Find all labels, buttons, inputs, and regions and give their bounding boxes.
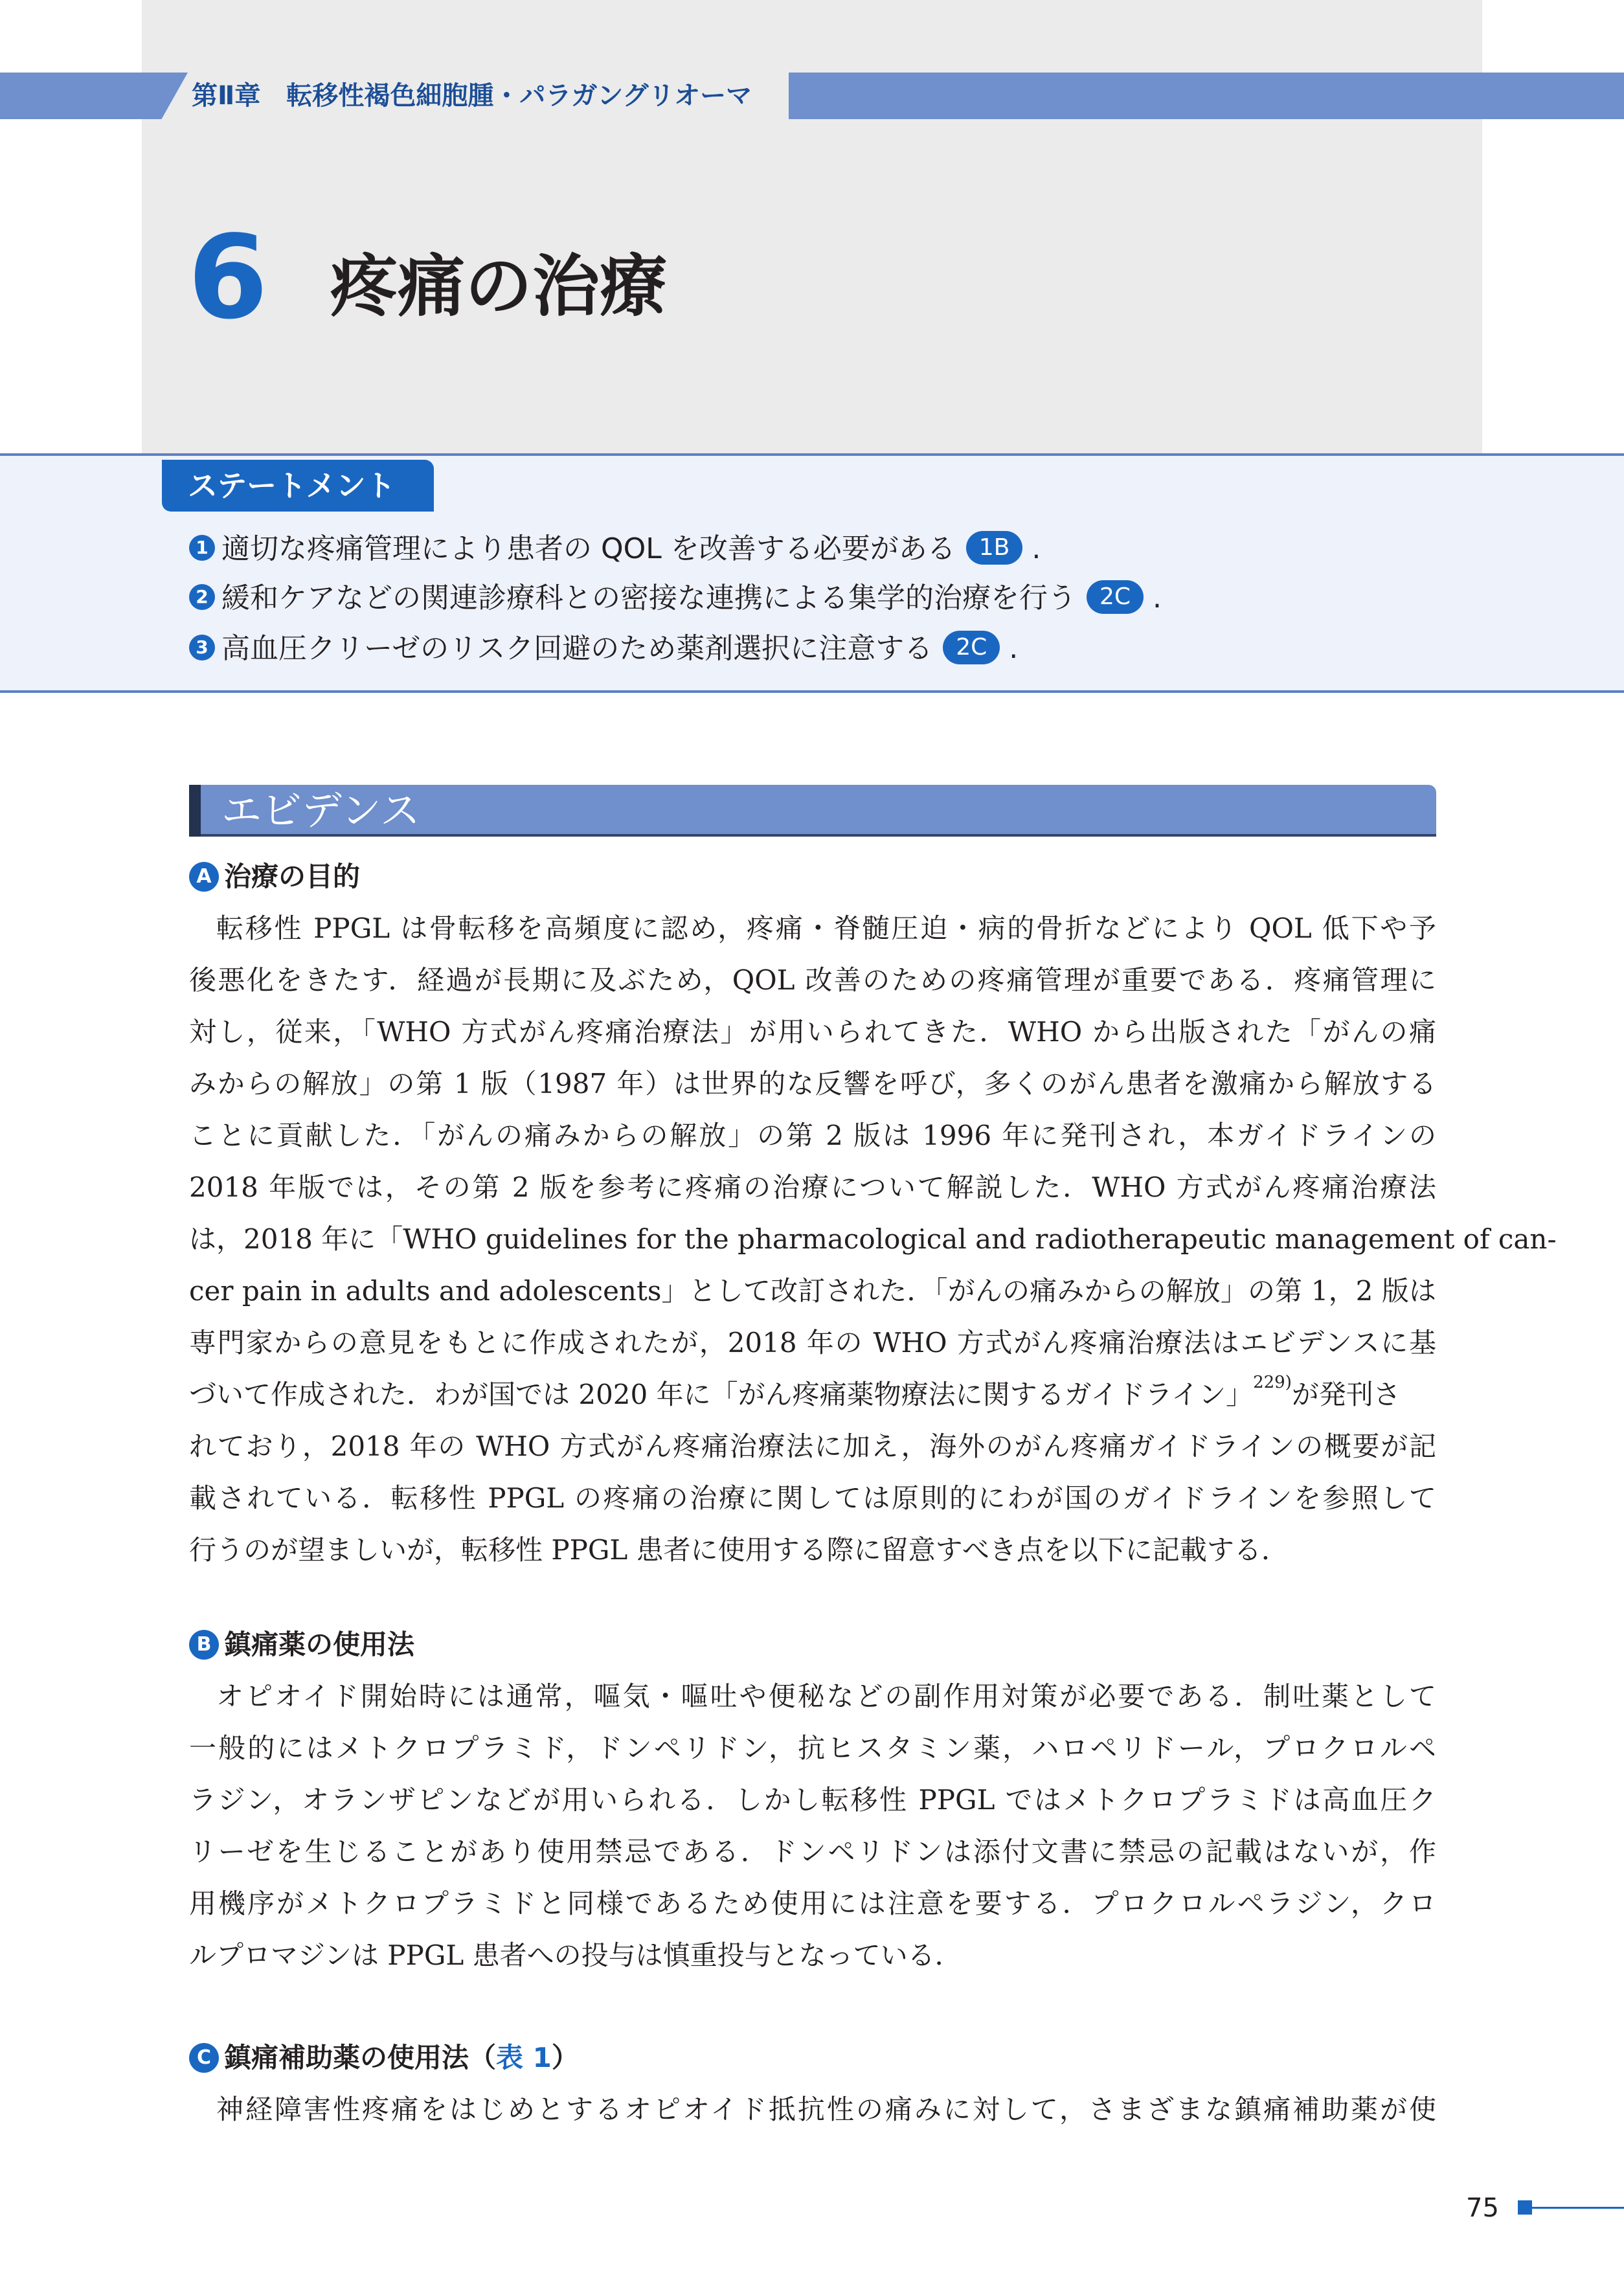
paragraph-line: 後悪化をきたす．経過が長期に及ぶため，QOL 改善のための疼痛管理が重要である．疼痛管理に — [189, 964, 1436, 996]
grade-badge: 2C — [943, 631, 1000, 664]
paragraph-line: 対し，従来，「WHO 方式がん疼痛治療法」が用いられてきた．WHO から出版された「がんの痛 — [189, 1016, 1436, 1048]
subsection-title: 鎮痛薬の使用法 — [224, 1629, 415, 1660]
paragraph-line: オピオイド開始時には通常，嘔気・嘔吐や便秘などの副作用対策が必要である．制吐薬として — [216, 1680, 1436, 1712]
paragraph-line: は，2018 年に「WHO guidelines for the pharmacological and radiotherapeutic management of can- — [189, 1223, 1557, 1255]
grade-badge: 2C — [1087, 580, 1144, 614]
paragraph-line: 専門家からの意見をもとに作成されたが，2018 年の WHO 方式がん疼痛治療法はエビデンスに基 — [189, 1327, 1436, 1359]
subsection-heading-a — [189, 856, 360, 897]
paragraph-line: 載されている．転移性 PPGL の疼痛の治療に関しては原則的にわが国のガイドラインを参照して — [189, 1482, 1436, 1514]
subsection-paren-close: ） — [551, 2042, 579, 2073]
evidence-heading: エビデンス — [221, 787, 420, 834]
table-reference-link[interactable]: 表 1 — [496, 2042, 552, 2073]
page-number: 75 — [1466, 2193, 1499, 2223]
paragraph-line: cer pain in adults and adolescents」として改訂された．「がんの痛みからの解放」の第 1，2 版は — [189, 1275, 1436, 1307]
subsection-letter-badge: B — [189, 1630, 219, 1660]
subsection-title: 鎮痛補助薬の使用法 — [224, 2042, 469, 2073]
paragraph-line: ルプロマジンは PPGL 患者への投与は慎重投与となっている． — [189, 1939, 962, 1971]
statement-item-1 — [189, 526, 1041, 572]
chapter-band-left — [0, 73, 188, 119]
evidence-heading-accent — [189, 785, 201, 837]
paragraph-line: 2018 年版では，その第 2 版を参考に疼痛の治療について解説した．WHO 方式がん疼痛治療法 — [189, 1171, 1436, 1203]
grade-badge: 1B — [966, 531, 1023, 565]
paragraph-text: づいて作成された．わが国では 2020 年に「がん疼痛薬物療法に関するガイドライン」 — [189, 1379, 1254, 1410]
statement-item-2 — [189, 575, 1162, 622]
paragraph-line: ことに貢献した．「がんの痛みからの解放」の第 2 版は 1996 年に発刊され，本ガイドラインの — [189, 1120, 1436, 1151]
statement-number-badge: 2 — [189, 584, 215, 610]
subsection-letter-badge: C — [189, 2043, 219, 2073]
section-title: 疼痛の治療 — [330, 247, 668, 326]
paragraph-line: 神経障害性疼痛をはじめとするオピオイド抵抗性の痛みに対して，さまざまな鎮痛補助薬が使 — [216, 2094, 1436, 2125]
statement-number-badge: 3 — [189, 635, 215, 660]
statement-text: 緩和ケアなどの関連診療科との密接な連携による集学的治療を行う — [221, 581, 1076, 615]
statement-period: . — [1009, 632, 1019, 665]
paragraph-line: リーゼを生じることがあり使用禁忌である．ドンペリドンは添付文書に禁忌の記載はないが，作 — [189, 1836, 1436, 1868]
chapter-title: 第Ⅱ章 転移性褐色細胞腫・パラガングリオーマ — [192, 81, 752, 111]
paragraph-line: みからの解放」の第 1 版（1987 年）は世界的な反響を呼び，多くのがん患者を激痛から解放する — [189, 1068, 1436, 1100]
citation-reference: 229) — [1253, 1373, 1292, 1392]
subsection-heading-b — [189, 1624, 414, 1665]
paragraph-line: 用機序がメトクロプラミドと同様であるため使用には注意を要する．プロクロルペラジン，クロ — [189, 1888, 1436, 1919]
header-background — [142, 0, 1482, 453]
statement-text: 高血圧クリーゼのリスク回避のため薬剤選択に注意する — [221, 632, 933, 665]
statement-period: . — [1153, 581, 1162, 615]
statement-item-3 — [189, 626, 1018, 672]
paragraph-line: 転移性 PPGL は骨転移を高頻度に認め，疼痛・脊髄圧迫・病的骨折などにより QOL 低下や予 — [216, 912, 1436, 944]
chapter-band-right — [789, 73, 1624, 119]
statement-period: . — [1032, 532, 1041, 565]
paragraph-line: 行うのが望ましいが，転移性 PPGL 患者に使用する際に留意すべき点を以下に記載する． — [189, 1534, 1289, 1566]
paragraph-line: ラジン，オランザピンなどが用いられる．しかし転移性 PPGL ではメトクロプラミドは高血圧ク — [189, 1784, 1436, 1816]
paragraph-text: が発刊さ — [1291, 1379, 1401, 1410]
paragraph-line: れており，2018 年の WHO 方式がん疼痛治療法に加え，海外のがん疼痛ガイドラインの概要が記 — [189, 1430, 1436, 1462]
statement-number-badge: 1 — [189, 535, 215, 561]
page-number-rule — [1532, 2207, 1624, 2209]
paragraph-line-with-reference — [189, 1369, 1436, 1421]
paragraph-line: 一般的にはメトクロプラミド，ドンペリドン，抗ヒスタミン薬，ハロペリドール，プロクロルペ — [189, 1732, 1436, 1764]
subsection-paren-open: （ — [469, 2042, 497, 2073]
statement-text: 適切な疼痛管理により患者の QOL を改善する必要がある — [221, 532, 956, 565]
page-number-marker — [1518, 2200, 1532, 2215]
section-number: 6 — [188, 210, 268, 344]
statement-label: ステートメント — [162, 460, 434, 512]
subsection-letter-badge: A — [189, 862, 219, 892]
subsection-heading-c — [189, 2037, 579, 2079]
subsection-title: 治療の目的 — [224, 861, 361, 892]
